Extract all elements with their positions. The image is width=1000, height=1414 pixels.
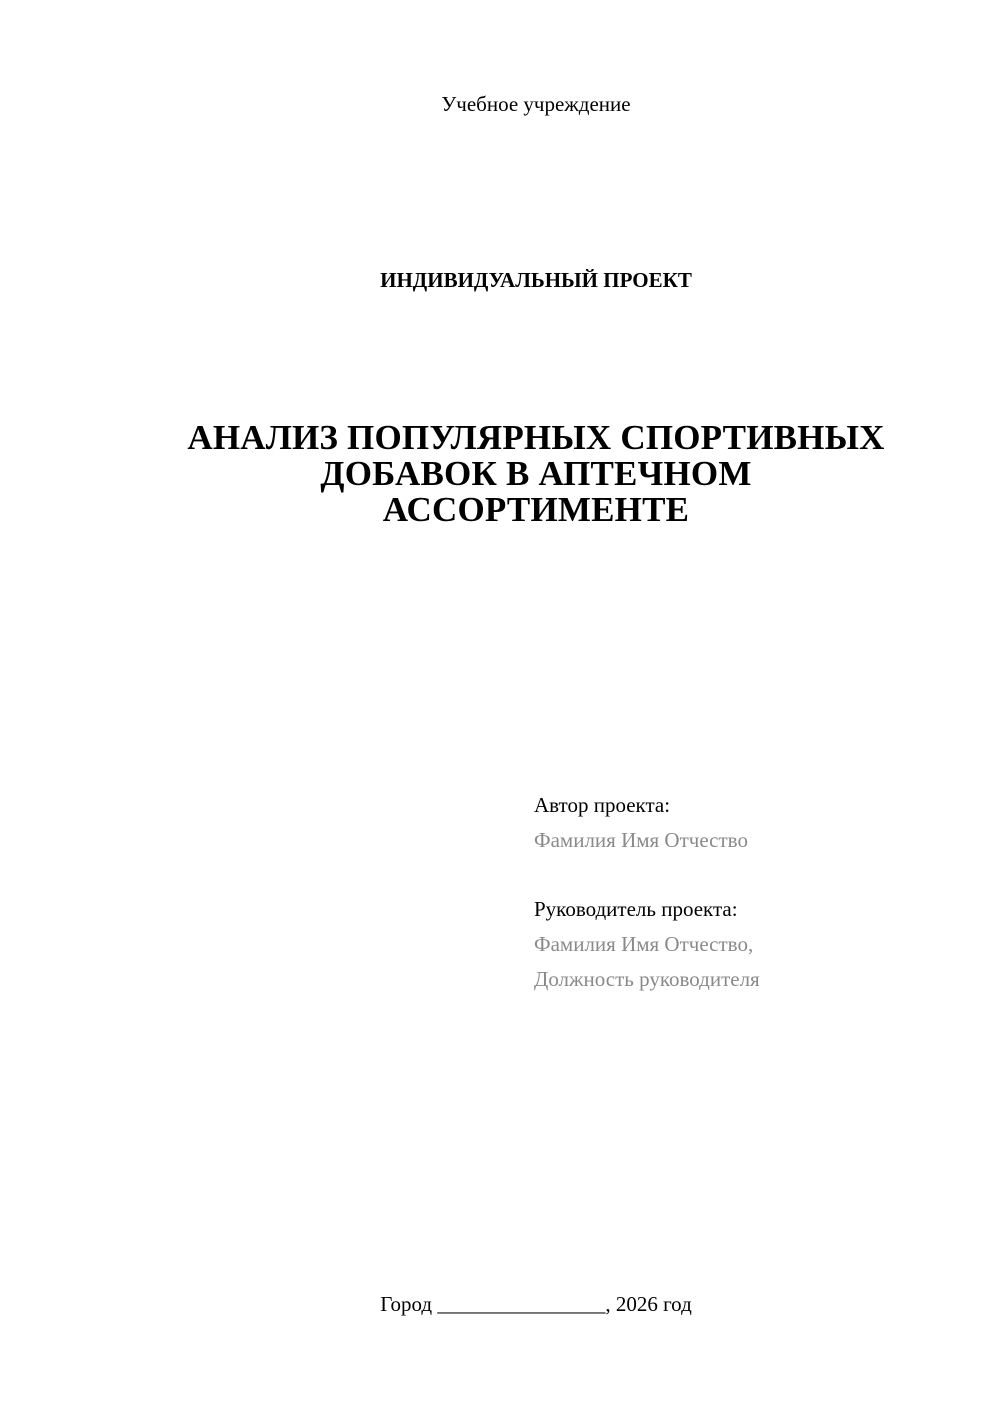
project-title-line: АНАЛИЗ ПОПУЛЯРНЫХ СПОРТИВНЫХ: [187, 418, 885, 457]
project-title: [150, 420, 922, 528]
institution-name: Учебное учреждение: [441, 92, 631, 116]
credits-block: [534, 788, 974, 997]
credits-spacer: [534, 858, 974, 892]
project-title-line: ДОБАВОК В АПТЕЧНОМ: [320, 454, 752, 493]
document-type: ИНДИВИДУАЛЬНЫЙ ПРОЕКТ: [380, 268, 692, 292]
supervisor-label: Руководитель проекта:: [534, 897, 738, 921]
supervisor-position: Должность руководителя: [534, 967, 760, 991]
author-name: Фамилия Имя Отчество: [534, 828, 748, 852]
project-title-line: АССОРТИМЕНТЕ: [382, 490, 690, 529]
city-year-line: Город ________________, 2026 год: [380, 1292, 692, 1316]
author-label: Автор проекта:: [534, 793, 671, 817]
supervisor-name: Фамилия Имя Отчество,: [534, 932, 754, 956]
